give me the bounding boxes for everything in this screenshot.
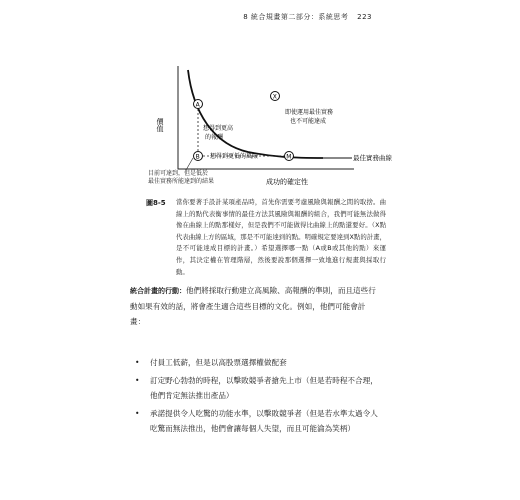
running-header xyxy=(243,12,372,22)
list-item-text: 訂定野心勃勃的時程，以擊敗競爭者搶先上市（但是若時程不合理，他們肯定無法推出產品） xyxy=(150,376,378,400)
list-item-text: 承諾提供令人吃驚的功能水準，以擊敗競爭者（但是若水準太過令人吃驚而無法推出，他們會讓每個人失望，而且可能淪為笑柄） xyxy=(150,409,378,433)
note-leader-b xyxy=(186,158,193,170)
bullet-mark: • xyxy=(135,409,140,418)
point-x-label: X xyxy=(272,93,277,101)
note-higher-reward xyxy=(203,124,235,141)
note-impossible xyxy=(285,108,335,125)
figure-caption-label: 圖8-5 xyxy=(146,199,166,207)
note-lower-risk: 想得到更低的風險 xyxy=(210,153,259,160)
point-a-label: A xyxy=(195,101,200,109)
list-item-text: 付員工低薪，但是以高股票選擇權做配套 xyxy=(150,358,287,367)
bullet-mark: • xyxy=(135,358,140,367)
figure-8-5 xyxy=(148,62,392,196)
bullet-list xyxy=(130,355,380,439)
point-b-label: B xyxy=(195,153,200,161)
paragraph-lead: 統合計畫的行動： xyxy=(130,287,186,295)
note-below-curve-line-2: 最佳實務所能達到的結果 xyxy=(148,178,215,185)
paragraph-body: 他們將採取行動建立高風險、高報酬的準則，而且這些行動如果有效的話，將會產生適合這些目標的文化。例如，他們可能會計畫： xyxy=(130,286,376,326)
list-item xyxy=(130,373,380,403)
note-higher-reward-line-1: 想得到更高 xyxy=(203,125,234,132)
paragraph-integrated-action xyxy=(130,283,376,329)
note-impossible-line-1: 即使運用最佳實務 xyxy=(285,109,334,116)
list-item xyxy=(130,355,380,370)
figure-caption-text: 當你要著手設計某項產品時，首先你需要考慮風險與報酬之間的取捨。曲線上的點代表衡事情的最佳方法其風險與報酬的組合，我們可能無法做得像在曲線上的點那樣好，但是我們不可能做得比曲線上的點還要好。（X點代表曲線上方的區域，那是不可能達到的點。明確規定要達到X點的計畫，是不可能達成目標的計畫。）希望選擇哪一點（A或B或其他的點）來運作，其決定權在管理階層，然後要說那個選擇一致地進行規畫與採取行動。 xyxy=(176,198,386,276)
note-impossible-line-2: 也不可能達成 xyxy=(290,118,327,125)
note-below-curve-line-1: 目前可達到，但是低於 xyxy=(148,170,209,177)
header-chapter-title: 8 統合規畫第二部分：系統思考 xyxy=(243,13,349,21)
note-higher-reward-line-2: 的報酬 xyxy=(205,134,224,141)
x-axis-label: 成功的確定性 xyxy=(266,178,308,186)
point-m-label: M xyxy=(286,153,292,161)
note-below-curve xyxy=(148,170,214,186)
bullet-mark: • xyxy=(135,376,140,385)
curve-label: 最佳實務曲線 xyxy=(353,154,392,162)
y-axis-label: 價值 xyxy=(156,118,164,132)
page-number: 223 xyxy=(357,13,372,21)
list-item xyxy=(130,406,380,436)
